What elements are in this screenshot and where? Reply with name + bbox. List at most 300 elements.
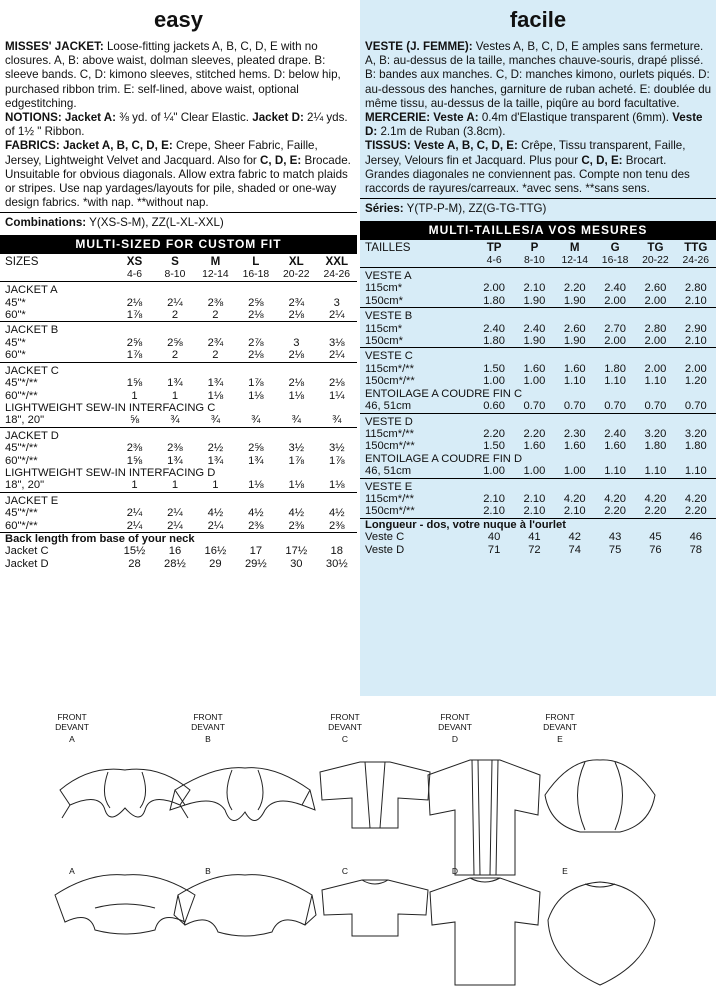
yardage-value: 2.80 — [684, 282, 707, 295]
fabrics-label-cde: C, D, E: — [260, 153, 302, 167]
interfacing-title-row — [0, 467, 357, 479]
back-length-value: 45 — [649, 531, 662, 544]
yardage-value: 2.20 — [604, 505, 626, 518]
jacket-group-title-row — [0, 427, 357, 442]
fabric-width: 115cm*/** — [365, 362, 414, 375]
devant-label: DEVANT — [55, 722, 89, 732]
size-range: 12-14 — [561, 254, 589, 266]
combinations-value: Y(XS-S-M), ZZ(L-XL-XXL) — [86, 216, 224, 230]
fabric-width: 150cm*/** — [365, 440, 415, 453]
yardage-value: 2.20 — [523, 427, 546, 440]
notions-label-d: Jacket D: — [252, 111, 304, 125]
interfacing-value: 1.10 — [684, 465, 707, 478]
jacket-group-title-row — [360, 478, 716, 493]
back-length-title-row — [0, 532, 357, 545]
yardage-value: 1.60 — [523, 440, 546, 453]
fabric-width: 150cm* — [365, 335, 403, 348]
fabrics — [5, 139, 353, 210]
fabric-width: 150cm*/** — [365, 375, 415, 388]
yardage-value: 1.10 — [644, 375, 667, 388]
size-code: TTG — [684, 241, 708, 255]
size-header-row — [0, 256, 357, 268]
yardage-value: 2.20 — [684, 505, 707, 518]
back-length-label: Jacket D — [5, 557, 49, 570]
jacket-description — [5, 40, 353, 111]
notions-label-d: Veste D: — [365, 111, 703, 139]
yardage-row — [0, 507, 357, 519]
yardage-value: 1⅞ — [248, 377, 264, 390]
yardage-row — [360, 323, 716, 335]
interfacing-width: 18", 20" — [5, 479, 45, 492]
fabric-width: 60"* — [5, 349, 26, 362]
back-length-title: Longueur - dos, votre nuque à l'ourlet — [360, 518, 716, 531]
combinations — [0, 212, 357, 232]
yardage-value: 2.00 — [604, 294, 626, 307]
yardage-value: 2.20 — [483, 427, 505, 440]
back-length-title: Back length from base of your neck — [0, 532, 357, 545]
jacket-b-front-drawing — [170, 768, 315, 821]
yardage-value: 1.60 — [563, 362, 586, 375]
front-view-label — [530, 712, 590, 744]
interfacing-value: ¾ — [332, 414, 342, 427]
size-range: 20-22 — [283, 268, 310, 280]
yardage-value: 1.90 — [563, 335, 586, 348]
size-code: L — [252, 255, 260, 269]
combinations-label: Combinations: — [5, 216, 87, 230]
yardage-value: 3⅛ — [328, 336, 345, 349]
yardage-value: 1⅝ — [126, 454, 143, 467]
yardage-value: 1⅞ — [126, 349, 143, 362]
back-view-letter: B — [205, 866, 211, 876]
fabrics-text-cde: Brocade. Unsuitable for obvious diagonals. Allow extra fabric to match plaids or stripes. Use nap yardages/layouts for pile, shaded or one-way design fabrics. *with nap. **without nap. — [5, 153, 351, 210]
english-description — [0, 40, 357, 210]
yardage-value: 4½ — [248, 507, 264, 520]
yardage-value: 2.00 — [644, 335, 667, 348]
size-range: 4-6 — [486, 254, 502, 266]
back-length-value: 43 — [608, 531, 622, 544]
view-letter: E — [557, 734, 563, 744]
yardage-value: 1.20 — [684, 375, 707, 388]
size-range: 8-10 — [524, 254, 545, 266]
jacket-e-front-drawing — [545, 760, 655, 832]
interfacing-width: 46, 51cm — [365, 400, 412, 413]
size-table — [0, 256, 357, 570]
yardage-row — [360, 505, 716, 518]
view-letter: B — [205, 734, 211, 744]
yardage-value: 4.20 — [604, 492, 626, 505]
interfacing-title: LIGHTWEIGHT SEW-IN INTERFACING C — [5, 401, 216, 414]
yardage-value: 2 — [171, 349, 179, 362]
back-view-letter: C — [341, 866, 349, 876]
yardage-value: 2.40 — [604, 282, 626, 295]
size-range: 24-26 — [323, 268, 351, 280]
combinations — [360, 198, 716, 218]
yardage-value: 1¼ — [328, 389, 345, 402]
back-length-title-row — [360, 518, 716, 531]
back-view-letter: D — [451, 866, 459, 876]
yardage-value: 2.80 — [644, 322, 667, 335]
yardage-row — [0, 309, 357, 322]
jacket-b-back-drawing — [174, 875, 316, 936]
back-length-value: 17 — [249, 545, 263, 558]
devant-label: DEVANT — [328, 722, 362, 732]
yardage-value: 2¼ — [328, 309, 345, 322]
yardage-value: 2.70 — [604, 322, 626, 335]
back-length-value: 30½ — [325, 557, 348, 570]
interfacing-title-row — [360, 453, 716, 465]
yardage-row — [360, 282, 716, 294]
yardage-value: 2⅛ — [126, 296, 143, 309]
jacket-group-title: VESTE D — [360, 413, 716, 428]
jacket-group-title: VESTE B — [360, 308, 716, 323]
interfacing-value: ¾ — [170, 414, 180, 427]
interfacing-value: 1.00 — [563, 465, 586, 478]
yardage-row — [360, 440, 716, 452]
jacket-group-title-row — [0, 282, 357, 297]
interfacing-value: 1 — [171, 479, 179, 492]
yardage-value: 2.60 — [563, 322, 586, 335]
yardage-value: 1.90 — [523, 335, 546, 348]
fabrics-label: TISSUS: Veste A, B, C, D, E: — [365, 139, 518, 153]
yardage-value: 2¼ — [167, 296, 183, 309]
yardage-value: 1¾ — [207, 377, 224, 390]
notions-text: ⅜ yd. of ¼" Clear Elastic. — [116, 111, 253, 125]
drawings-svg — [0, 700, 716, 999]
yardage-value: 3 — [293, 336, 300, 349]
yardage-value: 2⅛ — [288, 349, 305, 362]
french-column — [360, 0, 716, 696]
yardage-value: 2 — [171, 309, 179, 322]
yardage-row — [0, 442, 357, 454]
front-view-label — [425, 712, 485, 744]
back-length-value: 74 — [568, 543, 581, 556]
fabric-width: 115cm* — [365, 322, 403, 335]
interfacing-value: 1.10 — [604, 465, 626, 478]
yardage-value: 1¾ — [167, 454, 183, 467]
yardage-value: 1¾ — [207, 454, 224, 467]
yardage-row — [0, 390, 357, 402]
interfacing-value: 0.70 — [563, 400, 586, 413]
back-length-label: Veste C — [365, 531, 405, 544]
size-banner: MULTI-TAILLES/A VOS MESURES — [360, 221, 716, 240]
interfacing-row — [360, 400, 716, 413]
yardage-value: 1.90 — [563, 294, 586, 307]
yardage-value: 4½ — [328, 507, 345, 520]
yardage-value: 2⅞ — [248, 336, 264, 349]
jacket-group-title: VESTE E — [360, 478, 716, 493]
jacket-a-front-drawing — [60, 769, 190, 818]
interfacing-value: 1 — [212, 479, 219, 492]
yardage-row — [0, 455, 357, 467]
back-length-value: 29 — [209, 557, 222, 570]
size-code: P — [530, 241, 539, 255]
technical-drawings — [0, 700, 716, 999]
jacket-group-title-row — [360, 308, 716, 323]
yardage-value: 3.20 — [684, 427, 707, 440]
yardage-value: 2⅜ — [167, 442, 183, 455]
interfacing-value: 1.00 — [523, 465, 546, 478]
yardage-value: 2 — [212, 349, 219, 362]
notions-text-d: 2¼ yds. of 1½ " Ribbon. — [5, 111, 348, 139]
yardage-value: 2⅝ — [248, 442, 264, 455]
yardage-value: 2.30 — [563, 427, 586, 440]
interfacing-value: 0.60 — [483, 400, 505, 413]
yardage-row — [360, 363, 716, 375]
yardage-value: 2⅛ — [248, 349, 264, 362]
yardage-value: 2½ — [207, 442, 224, 455]
back-length-value: 30 — [290, 557, 303, 570]
interfacing-value: 1.10 — [644, 465, 667, 478]
yardage-value: 2⅜ — [328, 519, 345, 532]
yardage-value: 2⅝ — [248, 296, 264, 309]
yardage-row — [360, 493, 716, 505]
size-code: M — [210, 255, 221, 269]
fabric-width: 60"*/** — [5, 519, 38, 532]
back-view-letter: A — [69, 866, 75, 876]
interfacing-row — [360, 465, 716, 478]
notions-label: NOTIONS: Jacket A: — [5, 111, 117, 125]
back-length-value: 18 — [330, 545, 343, 558]
yardage-value: 1.10 — [604, 375, 626, 388]
yardage-value: 4.20 — [684, 492, 707, 505]
yardage-value: 2⅛ — [288, 377, 305, 390]
yardage-value: 1.10 — [563, 375, 586, 388]
yardage-value: 1.60 — [604, 440, 626, 453]
front-view-label — [178, 712, 238, 744]
yardage-row — [360, 375, 716, 387]
fabric-width: 115cm*/** — [365, 427, 414, 440]
back-length-value: 75 — [608, 543, 622, 556]
interfacing-title: ENTOILAGE A COUDRE FIN D — [365, 452, 523, 465]
yardage-value: 2⅜ — [126, 442, 143, 455]
fabric-width: 45"*/** — [5, 442, 38, 455]
fabric-width: 150cm*/** — [365, 505, 415, 518]
size-code: XL — [288, 255, 304, 269]
interfacing-title-row — [360, 388, 716, 400]
combinations-label: Séries: — [365, 202, 404, 216]
yardage-value: 1.00 — [483, 375, 505, 388]
fabric-width: 45"* — [5, 296, 26, 309]
jacket-group-title: JACKET B — [0, 322, 357, 337]
yardage-value: 2.10 — [684, 335, 707, 348]
yardage-value: 2⅝ — [126, 336, 143, 349]
interfacing-value: ⅝ — [129, 414, 140, 427]
devant-label: DEVANT — [191, 722, 225, 732]
yardage-value: 1.80 — [644, 440, 667, 453]
fabrics-text: Crêpe, Tissu transparent, Faille, Jersey, Velours fin et Jacquard. Plus pour — [365, 139, 686, 167]
yardage-value: 2.00 — [644, 362, 667, 375]
interfacing-row — [0, 414, 357, 427]
front-label: FRONT — [330, 712, 360, 722]
fabric-width: 60"* — [5, 309, 26, 322]
interfacing-title-row — [0, 402, 357, 414]
front-label: FRONT — [440, 712, 470, 722]
description-text: Loose-fitting jackets A, B, C, D, E with no closures. A, B: above waist, dolman sleeves, pleated drape. B: sleeve bands. C, D: kimono sleeves, stitched hems. D: below hip, purchased ribbon trim. E: self-lined, above waist, optional edgestitching. — [5, 40, 341, 110]
view-letter: A — [69, 734, 75, 744]
yardage-value: 2⅛ — [328, 377, 345, 390]
yardage-value: 2⅛ — [288, 309, 305, 322]
interfacing-value: 1⅛ — [328, 479, 345, 492]
jacket-e-back-drawing — [548, 882, 655, 985]
yardage-row — [360, 335, 716, 348]
yardage-value: 2.10 — [684, 294, 707, 307]
description-text: Vestes A, B, C, D, E amples sans fermeture. A, B: au-dessus de la taille, manches chauve-souris, drapé plissé. B: bandes aux manches. C, D: manches kimono, ourlets piqués. D: au-dessous des hanches, garniture de ruban acheté. E: doublée du même tissu, au-dessus de la taille, piqûre au bord facultative. — [365, 40, 712, 110]
yardage-row — [360, 428, 716, 440]
interfacing-width: 18", 20" — [5, 414, 45, 427]
yardage-value: 2¼ — [328, 349, 345, 362]
front-label: FRONT — [545, 712, 575, 722]
yardage-value: 2.90 — [684, 322, 707, 335]
yardage-value: 2¼ — [167, 507, 183, 520]
jacket-group-title: JACKET C — [0, 362, 357, 377]
yardage-value: 1⅛ — [288, 389, 305, 402]
yardage-value: 1.60 — [523, 362, 546, 375]
back-length-value: 41 — [528, 531, 541, 544]
size-code: TP — [486, 241, 502, 255]
yardage-row — [0, 297, 357, 309]
yardage-value: 1.80 — [604, 362, 626, 375]
yardage-value: 1⅞ — [288, 454, 305, 467]
fabric-width: 60"*/** — [5, 454, 38, 467]
size-range: 16-18 — [601, 254, 629, 266]
notions-label: MERCERIE: Veste A: — [365, 111, 479, 125]
front-view-label — [315, 712, 375, 744]
jacket-d-back-drawing — [430, 878, 540, 985]
yardage-value: 2¼ — [167, 519, 183, 532]
jacket-group-title-row — [0, 492, 357, 507]
yardage-value: 2.00 — [644, 294, 667, 307]
interfacing-title: ENTOILAGE A COUDRE FIN C — [365, 387, 523, 400]
interfacing-value: 1.00 — [483, 465, 505, 478]
back-view-letter: E — [562, 866, 568, 876]
yardage-value: 2.00 — [483, 282, 505, 295]
jacket-group-title-row — [360, 413, 716, 428]
fabrics-label: FABRICS: Jacket A, B, C, D, E: — [5, 139, 173, 153]
fabrics — [365, 139, 712, 196]
size-range: 8-10 — [164, 268, 186, 280]
back-length-value: 42 — [568, 531, 581, 544]
jacket-d-front-drawing — [428, 760, 540, 875]
yardage-value: 2¼ — [126, 507, 143, 520]
front-label: FRONT — [193, 712, 223, 722]
sizes-label: TAILLES — [365, 241, 411, 255]
yardage-value: 2.60 — [644, 282, 667, 295]
back-length-value: 16½ — [204, 545, 227, 558]
interfacing-value: 1⅛ — [248, 479, 264, 492]
back-length-value: 72 — [528, 543, 541, 556]
size-code: XS — [126, 255, 143, 269]
interfacing-value: 1⅛ — [288, 479, 305, 492]
yardage-value: 2⅛ — [248, 309, 264, 322]
size-table — [360, 242, 716, 556]
yardage-value: 1⅛ — [248, 389, 264, 402]
front-label: FRONT — [57, 712, 87, 722]
yardage-value: 1 — [171, 389, 179, 402]
yardage-value: 2⅜ — [207, 296, 224, 309]
jacket-group-title: JACKET E — [0, 492, 357, 507]
yardage-value: 2¼ — [126, 519, 143, 532]
fabrics-label-cde: C, D, E: — [581, 153, 623, 167]
yardage-value: 1.50 — [483, 362, 505, 375]
yardage-value: 3½ — [288, 442, 305, 455]
notions — [365, 111, 712, 139]
back-length-row — [0, 558, 357, 570]
interfacing-value: 0.70 — [523, 400, 546, 413]
view-letter: D — [451, 734, 459, 744]
interfacing-value: ¾ — [291, 414, 301, 427]
back-length-value: 28½ — [164, 557, 186, 570]
size-code: S — [171, 255, 179, 269]
view-letter: C — [341, 734, 349, 744]
size-code: XXL — [325, 255, 349, 269]
yardage-value: 4.20 — [644, 492, 667, 505]
french-title: facile — [509, 7, 567, 32]
yardage-value: 1.50 — [483, 440, 505, 453]
yardage-value: 2.40 — [483, 322, 505, 335]
fabric-width: 150cm* — [365, 294, 403, 307]
back-length-value: 29½ — [244, 557, 267, 570]
fabric-width: 60"*/** — [5, 389, 38, 402]
size-code: M — [569, 241, 580, 255]
interfacing-value: 1 — [131, 479, 138, 492]
yardage-value: 2.40 — [604, 427, 626, 440]
back-length-value: 16 — [168, 545, 182, 558]
jacket-group-title: JACKET A — [0, 282, 357, 297]
interfacing-value: 0.70 — [684, 400, 707, 413]
yardage-value: 4.20 — [563, 492, 586, 505]
yardage-value: 1.80 — [684, 440, 707, 453]
yardage-value: 2.10 — [563, 505, 586, 518]
yardage-value: 3½ — [328, 442, 345, 455]
yardage-row — [0, 520, 357, 533]
back-length-value: 71 — [487, 543, 501, 556]
yardage-value: 2⅜ — [248, 519, 264, 532]
back-length-label: Veste D — [365, 543, 405, 556]
back-length-value: 46 — [689, 531, 703, 544]
interfacing-value: ¾ — [210, 414, 221, 427]
jacket-group-title-row — [360, 268, 716, 283]
interfacing-value: ¾ — [251, 414, 261, 427]
yardage-value: 4½ — [288, 507, 305, 520]
yardage-value: 2.40 — [523, 322, 546, 335]
interfacing-width: 46, 51cm — [365, 465, 412, 478]
yardage-value: 1.80 — [483, 294, 505, 307]
size-code: TG — [647, 241, 664, 255]
size-range: 24-26 — [682, 254, 710, 266]
description-label: VESTE (J. FEMME): — [365, 40, 473, 53]
combinations-value: Y(TP-P-M), ZZ(G-TG-TTG) — [403, 202, 547, 216]
size-range-label — [0, 269, 114, 282]
fabric-width: 115cm* — [365, 282, 403, 295]
yardage-value: 1.80 — [483, 335, 505, 348]
interfacing-value: 0.70 — [604, 400, 626, 413]
english-column — [0, 0, 357, 570]
yardage-value: 2.00 — [604, 335, 626, 348]
size-range: 4-6 — [126, 268, 142, 280]
back-length-label: Jacket C — [5, 545, 49, 558]
fabrics-text-cde: Brocart. Grandes diagonales ne conviennent pas. Compte non tenu des raccords de rayures/carreaux. *avec sens. **sans sens. — [365, 153, 690, 196]
jacket-group-title-row — [360, 348, 716, 363]
english-title: easy — [154, 7, 203, 32]
sizes-label: SIZES — [5, 255, 39, 269]
yardage-value: 3 — [333, 296, 340, 309]
jacket-description — [365, 40, 712, 111]
devant-label: DEVANT — [438, 722, 472, 732]
french-description — [360, 40, 716, 196]
size-range: 16-18 — [242, 268, 270, 280]
yardage-value: 2.10 — [483, 492, 505, 505]
fabric-width: 115cm*/** — [365, 492, 414, 505]
